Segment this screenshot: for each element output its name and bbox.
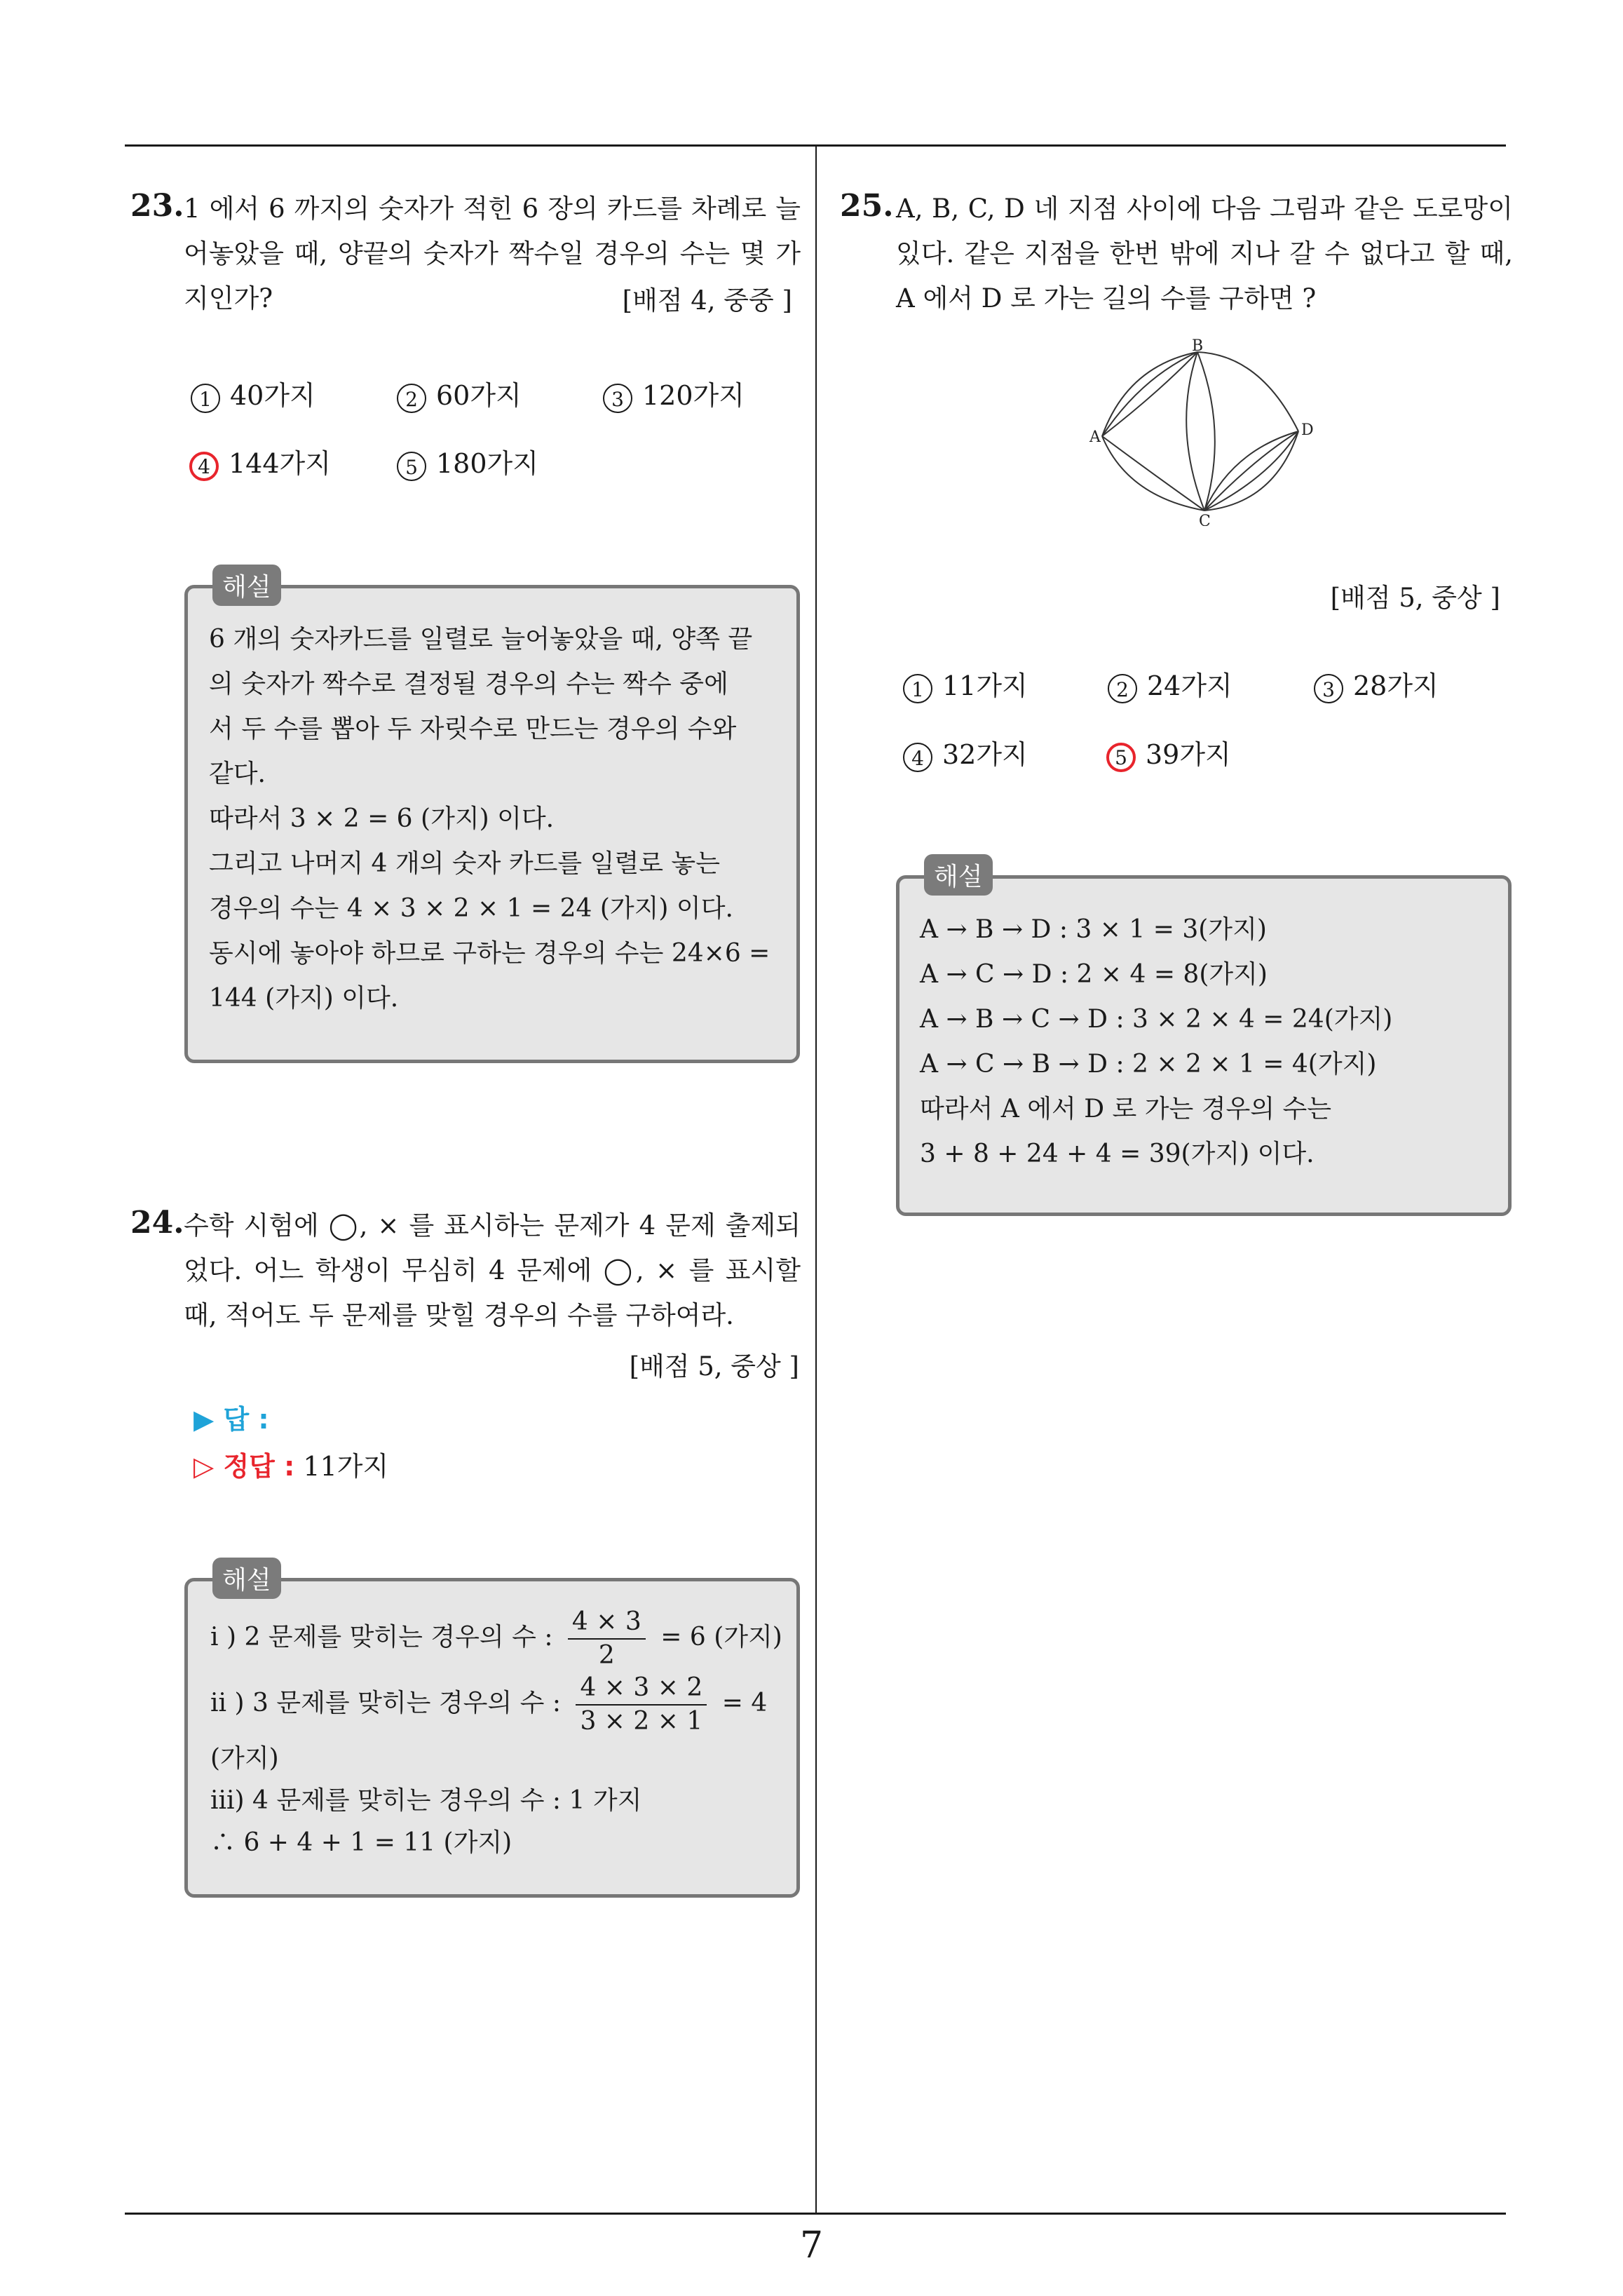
fraction-denominator: 2 (598, 1641, 615, 1670)
option-mark-4-icon: 4 (189, 452, 219, 481)
question-24-score: [배점 5, 중상 ] (629, 1351, 799, 1382)
question-23-text: 1 에서 6 까지의 숫자가 적힌 6 장의 카드를 차례로 늘어놓았을 때, 양끝의 숫자가 짝수일 경우의 수는 몇 가지인가? (184, 194, 801, 313)
q25-option-4[interactable] (903, 733, 1028, 772)
explanation-text: i ) 2 문제를 맞히는 경우의 수 : (210, 1623, 553, 1652)
explanation-line: 따라서 A 에서 D 로 가는 경우의 수는 (920, 1095, 1332, 1123)
explanation-line: A → C → D : 2 × 4 = 8(가지) (920, 960, 1268, 989)
bottom-rule (125, 2213, 1506, 2215)
explanation-line: A → B → C → D : 3 × 2 × 4 = 24(가지) (920, 1005, 1393, 1034)
option-label: 40가지 (230, 380, 315, 411)
explanation-line: 6 개의 숫자카드를 일렬로 늘어놓았을 때, 양쪽 끝 (209, 625, 753, 654)
option-label: 28가지 (1353, 670, 1439, 701)
fraction-numerator: 4 × 3 (568, 1606, 646, 1640)
q25-option-3[interactable] (1314, 664, 1439, 703)
explanation-line: 3 + 8 + 24 + 4 = 39(가지) 이다. (920, 1140, 1315, 1168)
explanation-line: 그리고 나머지 4 개의 숫자 카드를 일렬로 놓는 (209, 849, 720, 878)
question-24-number: 24. (130, 1205, 184, 1241)
q24-explanation-label: 해설 (212, 1558, 281, 1599)
q23-option-5[interactable] (397, 442, 538, 481)
question-24-text: 수학 시험에 ◯, × 를 표시하는 문제가 4 문제 출제되었다. 어느 학생이 무심히 4 문제에 ◯, × 를 표시할 때, 적어도 두 문제를 맞힐 경우의 수를 구하여라. (184, 1210, 801, 1330)
explanation-line-3: iii) 4 문제를 맞히는 경우의 수 : 1 가지 (210, 1786, 642, 1815)
node-label-b: B (1192, 337, 1204, 355)
explanation-line: 경우의 수는 4 × 3 × 2 × 1 = 24 (가지) 이다. (209, 894, 733, 923)
option-label: 24가지 (1147, 670, 1232, 701)
explanation-line: 서 두 수를 뽑아 두 자릿수로 만드는 경우의 수와 (209, 715, 737, 743)
option-label: 32가지 (942, 739, 1028, 770)
option-label: 39가지 (1146, 739, 1231, 770)
fraction-numerator: 4 × 3 × 2 (576, 1672, 707, 1706)
explanation-line-4: ∴ 6 + 4 + 1 = 11 (가지) (210, 1828, 512, 1857)
option-mark-3-icon: 3 (1314, 674, 1343, 703)
explanation-line: A → B → D : 3 × 1 = 3(가지) (920, 915, 1267, 944)
explanation-line: A → C → B → D : 2 × 2 × 1 = 4(가지) (920, 1050, 1377, 1079)
q25-option-5-selected[interactable] (1106, 733, 1231, 772)
option-label: 60가지 (436, 380, 522, 411)
answer-label: ▶ 답 : (193, 1404, 269, 1435)
option-label: 180가지 (436, 448, 538, 479)
question-23-number: 23. (130, 188, 184, 224)
node-label-a: A (1089, 428, 1101, 446)
question-25-text: A, B, C, D 네 지점 사이에 다음 그림과 같은 도로망이 있다. 같은 지점을 한번 밖에 지나 갈 수 없다고 할 때, A 에서 D 로 가는 길의 수를 구하면 ? (896, 194, 1513, 313)
correct-answer-line (193, 1445, 388, 1483)
q23-explanation-label: 해설 (212, 565, 281, 606)
road-network-diagram (1087, 337, 1325, 526)
q25-option-2[interactable] (1108, 664, 1232, 703)
explanation-line: 같다. (209, 759, 266, 788)
column-divider (815, 144, 817, 2213)
option-label: 11가지 (942, 670, 1028, 701)
explanation-text: ii ) 3 문제를 맞히는 경우의 수 : (210, 1689, 561, 1717)
q25-explanation-label: 해설 (924, 854, 993, 896)
node-label-c: C (1199, 513, 1211, 526)
option-mark-3-icon: 3 (603, 384, 632, 413)
fraction-denominator: 3 × 2 × 1 (580, 1707, 703, 1736)
option-mark-5-icon: 5 (1106, 743, 1136, 772)
option-mark-2-icon: 2 (1108, 674, 1137, 703)
explanation-line: 의 숫자가 짝수로 결정될 경우의 수는 짝수 중에 (209, 670, 728, 698)
option-label: 120가지 (642, 380, 745, 411)
option-mark-5-icon: 5 (397, 452, 426, 481)
explanation-line-2-cont: (가지) (210, 1744, 279, 1773)
fraction (568, 1606, 646, 1672)
fraction (576, 1672, 707, 1738)
node-label-d: D (1301, 421, 1314, 439)
q23-option-1[interactable] (191, 374, 315, 413)
q23-option-4-selected[interactable] (189, 442, 331, 481)
explanation-line: 따라서 3 × 2 = 6 (가지) 이다. (209, 804, 555, 833)
option-mark-4-icon: 4 (903, 743, 932, 772)
question-23-score: [배점 4, 중중 ] (622, 285, 792, 316)
q23-option-3[interactable] (603, 374, 745, 413)
question-25-number: 25. (840, 188, 894, 224)
option-mark-1-icon: 1 (903, 674, 932, 703)
correct-label: ▷ 정답 : (193, 1451, 295, 1482)
q25-option-1[interactable] (903, 664, 1028, 703)
explanation-line: 동시에 놓아야 하므로 구하는 경우의 수는 24×6 = (209, 939, 770, 968)
page-number: 7 (799, 2224, 824, 2267)
explanation-text: = 4 (721, 1689, 768, 1717)
q23-explanation-text (209, 617, 770, 1021)
explanation-line: 144 (가지) 이다. (209, 984, 399, 1013)
q23-option-2[interactable] (397, 374, 522, 413)
option-mark-1-icon: 1 (191, 384, 220, 413)
explanation-text: = 6 (가지) (660, 1623, 782, 1652)
option-mark-2-icon: 2 (397, 384, 426, 413)
question-25-score: [배점 5, 중상 ] (1330, 583, 1500, 613)
correct-value: 11가지 (303, 1451, 389, 1482)
option-label: 144가지 (229, 448, 331, 479)
explanation-line-1 (210, 1606, 782, 1672)
q25-explanation-text (920, 907, 1392, 1177)
explanation-line-2 (210, 1672, 782, 1738)
q24-explanation-text (210, 1606, 782, 1864)
